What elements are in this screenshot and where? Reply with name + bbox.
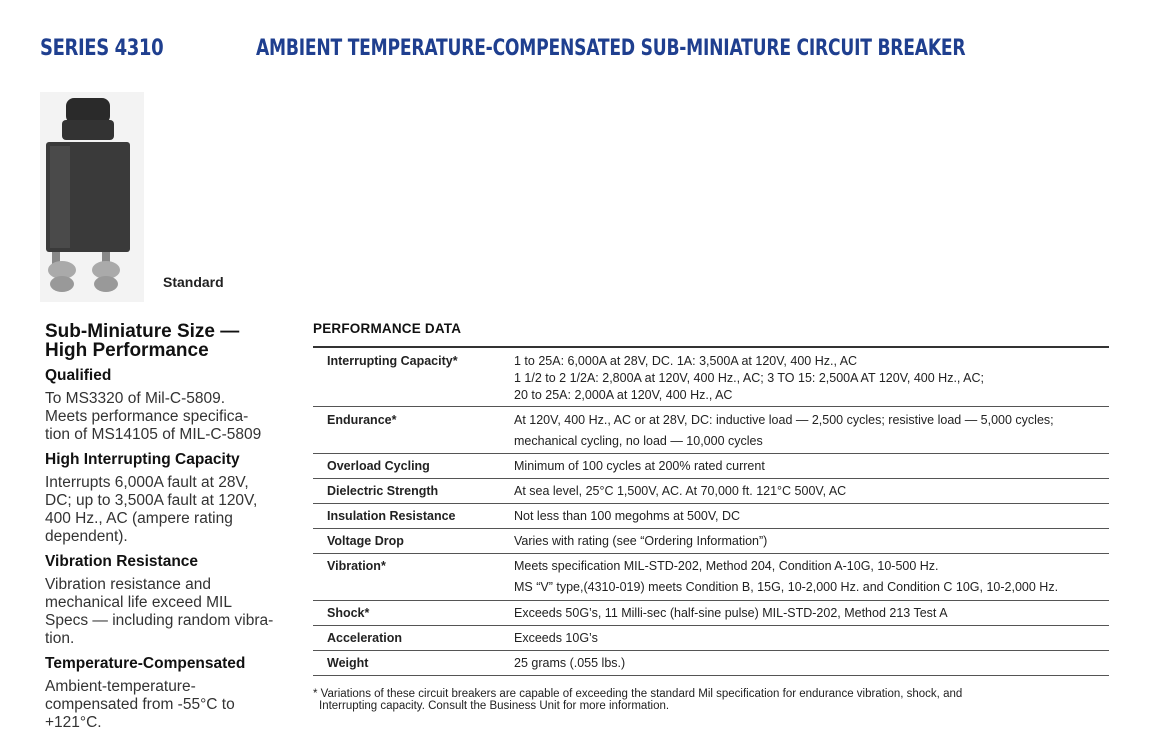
row-value: Varies with rating (see “Ordering Information”) bbox=[514, 533, 768, 548]
table-row bbox=[313, 478, 1109, 503]
row-value: Not less than 100 megohms at 500V, DC bbox=[514, 508, 741, 523]
table-row bbox=[313, 503, 1109, 528]
performance-table bbox=[313, 346, 1109, 676]
row-label: Interrupting Capacity* bbox=[327, 354, 458, 368]
row-value: 1 to 25A: 6,000A at 28V, DC. 1A: 3,500A at 120V, 400 Hz., AC 1 1/2 to 2 1/2A: 2,800A at 120V, 400 Hz., AC; 3 TO 15: 2,500A AT 120V, 400 Hz., AC; 20 to 25A: 2,000A at 120V, 400 Hz., AC bbox=[514, 354, 985, 402]
table-row bbox=[313, 347, 1109, 406]
series-number: SERIES 4310 bbox=[40, 36, 164, 61]
feature-title: Temperature-Compensated bbox=[45, 655, 246, 672]
features-heading-line1: Sub-Miniature Size — bbox=[45, 321, 240, 342]
row-label: Insulation Resistance bbox=[327, 508, 456, 523]
row-value: At sea level, 25°C 1,500V, AC. At 70,000 ft. 121°C 500V, AC bbox=[514, 483, 847, 498]
row-value: At 120V, 400 Hz., AC or at 28V, DC: inductive load — 2,500 cycles; resistive load — 5,000 cycles; mechanical cycling, no load — 10,000 cycles bbox=[514, 412, 1054, 448]
row-label: Dielectric Strength bbox=[327, 483, 439, 498]
feature-text: Interrupts 6,000A fault at 28V, DC; up to 3,500A fault at 120V, 400 Hz., AC (ampere rating dependent). bbox=[45, 474, 258, 545]
feature-text: Ambient-temperature- compensated from -55°C to +121°C. bbox=[45, 678, 235, 731]
feature-qualified bbox=[45, 366, 295, 444]
feature-title: High Interrupting Capacity bbox=[45, 451, 240, 468]
row-label: Weight bbox=[327, 655, 369, 670]
circuit-breaker-photo bbox=[40, 92, 144, 302]
feature-interrupting-capacity bbox=[45, 450, 295, 546]
table-row bbox=[313, 406, 1109, 453]
page-title: AMBIENT TEMPERATURE-COMPENSATED SUB-MINIATURE CIRCUIT BREAKER bbox=[256, 36, 966, 61]
feature-temperature bbox=[45, 654, 295, 732]
row-value: 25 grams (.055 lbs.) bbox=[514, 655, 626, 670]
table-row bbox=[313, 453, 1109, 478]
feature-text: Vibration resistance and mechanical life exceed MIL Specs — including random vibra- tion. bbox=[45, 576, 274, 647]
row-label: Shock* bbox=[327, 605, 370, 620]
features-heading-line2: High Performance bbox=[45, 340, 209, 361]
feature-vibration bbox=[45, 552, 295, 648]
row-value: Meets specification MIL-STD-202, Method 204, Condition A-10G, 10-500 Hz. MS “V” type,(4310-019) meets Condition B, 15G, 10-2,000 Hz. and Condition C 10G, 10-2,000 Hz. bbox=[514, 558, 1059, 594]
row-label: Vibration* bbox=[327, 558, 386, 573]
table-row bbox=[313, 600, 1109, 625]
table-row bbox=[313, 528, 1109, 553]
table-row bbox=[313, 650, 1109, 675]
feature-text: To MS3320 of Mil-C-5809. Meets performance specifica- tion of MS14105 of MIL-C-5809 bbox=[45, 390, 262, 443]
row-value: Minimum of 100 cycles at 200% rated current bbox=[514, 458, 765, 473]
performance-title: PERFORMANCE DATA bbox=[313, 321, 462, 336]
footnote: * Variations of these circuit breakers are capable of exceeding the standard Mil specification for endurance vibration, shock, and Interrupting capacity. Consult the Business Unit for more information. bbox=[313, 688, 963, 712]
row-label: Endurance* bbox=[327, 412, 397, 427]
row-label: Acceleration bbox=[327, 630, 403, 645]
photo-caption: Standard bbox=[163, 274, 224, 290]
feature-title: Qualified bbox=[45, 367, 112, 384]
table-row bbox=[313, 625, 1109, 650]
row-value: Exceeds 10G’s bbox=[514, 630, 598, 645]
table-row bbox=[313, 553, 1109, 600]
features-column bbox=[45, 322, 295, 732]
row-label: Voltage Drop bbox=[327, 533, 404, 548]
row-value: Exceeds 50G’s, 11 Milli-sec (half-sine pulse) MIL-STD-202, Method 213 Test A bbox=[514, 605, 948, 620]
feature-title: Vibration Resistance bbox=[45, 553, 199, 570]
row-label: Overload Cycling bbox=[327, 458, 430, 473]
